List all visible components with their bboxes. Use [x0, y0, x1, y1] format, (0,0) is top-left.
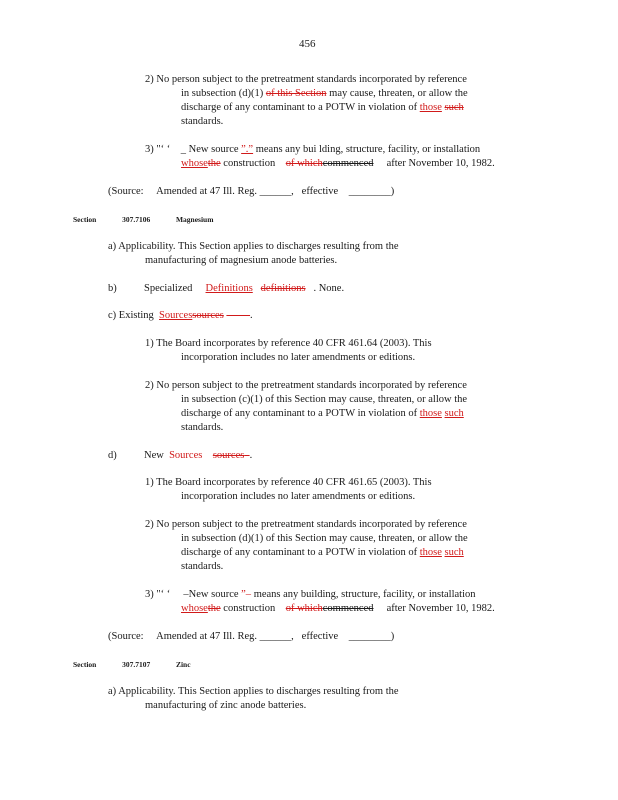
text: . None. [313, 283, 345, 294]
line: manufacturing of zinc anode batteries. [145, 700, 307, 711]
text: Amended at 47 Ill. Reg. [156, 631, 258, 642]
deleted-text: of which [285, 158, 323, 169]
text: Specialized [144, 283, 193, 294]
text: after November 10, 1982. [386, 158, 495, 169]
source-note [108, 185, 394, 198]
line: 1) The Board incorporates by reference 40 CFR 461.65 (2003). This [145, 477, 432, 488]
line [145, 588, 476, 601]
text: _ New source [180, 144, 239, 155]
deleted-text: of which [285, 603, 323, 614]
line: standards. [181, 116, 224, 127]
text: d) [108, 450, 117, 461]
line: a) Applicability. This Section applies to discharges resulting from the [108, 686, 399, 697]
text: . [249, 450, 253, 461]
deleted-text: commenced [322, 603, 374, 614]
line: standards. [181, 561, 224, 572]
blank: ______, [259, 186, 294, 197]
source-note [108, 630, 394, 643]
text: discharge of any contaminant to a POTW in violation of [181, 547, 418, 558]
deleted-text: the [207, 603, 221, 614]
text: b) [108, 283, 117, 294]
line [181, 157, 495, 170]
inserted-text: ”– [241, 589, 252, 600]
deleted-text: the [207, 158, 221, 169]
section-label: Section [73, 215, 97, 224]
text: (Source: [108, 186, 144, 197]
text: may cause, threaten, or allow the [329, 88, 468, 99]
subsection-d [108, 449, 252, 462]
text: . [250, 310, 253, 321]
deleted-text: sources [192, 310, 224, 321]
deleted-text [226, 310, 250, 321]
line: in subsection (c)(1) of this Section may cause, threaten, or allow the [181, 394, 468, 405]
inserted-text: whose [181, 603, 208, 614]
subsection-c [108, 309, 253, 322]
line: incorporation includes no later amendments or editions. [181, 352, 416, 363]
line: 2) No person subject to the pretreatment standards incorporated by reference [145, 74, 467, 85]
inserted-text: those [419, 102, 442, 113]
text: in subsection (d)(1) [181, 88, 264, 99]
inserted-text: Sources [159, 310, 193, 321]
text: c) Existing [108, 310, 154, 321]
text: construction [223, 603, 276, 614]
text: Amended at 47 Ill. Reg. [156, 186, 258, 197]
text: effective [301, 631, 339, 642]
deleted-text: definitions [260, 283, 306, 294]
section-title: Zinc [175, 660, 191, 669]
inserted-text: those [419, 547, 442, 558]
section-label: Section [73, 660, 97, 669]
blank: ______, [259, 631, 294, 642]
blank: ________) [348, 631, 395, 642]
inserted-text: those [419, 408, 442, 419]
deleted-text: such [444, 102, 464, 113]
text: construction [223, 158, 276, 169]
text: means any bui lding, structure, facility, or installation [255, 144, 481, 155]
line [181, 407, 464, 420]
inserted-text: such [444, 547, 464, 558]
line: a) Applicability. This Section applies to discharges resulting from the [108, 241, 399, 252]
text: 3) "‘ ‘ [145, 589, 171, 600]
text: after November 10, 1982. [386, 603, 495, 614]
line: incorporation includes no later amendments or editions. [181, 491, 416, 502]
text: 3) "‘ ‘ [145, 144, 171, 155]
section-heading [73, 658, 191, 671]
section-title: Magnesium [175, 215, 214, 224]
line: standards. [181, 422, 224, 433]
line: in subsection (d)(1) of this Section may cause, threaten, or allow the [181, 533, 468, 544]
inserted-text: whose [181, 158, 208, 169]
section-number: 307.7106 [122, 215, 151, 224]
text: effective [301, 186, 339, 197]
text: (Source: [108, 631, 144, 642]
subsection-b [108, 282, 344, 295]
line [145, 143, 480, 156]
deleted-text: sources [212, 450, 245, 461]
text: –New source [183, 589, 239, 600]
page-number: 456 [299, 38, 316, 50]
inserted-text: such [444, 408, 464, 419]
text: discharge of any contaminant to a POTW in violation of [181, 102, 418, 113]
text: discharge of any contaminant to a POTW in violation of [181, 408, 418, 419]
section-number: 307.7107 [122, 660, 151, 669]
deleted-text: of this Section [265, 88, 327, 99]
blank: ________) [348, 186, 395, 197]
line [181, 602, 495, 615]
inserted-text: Sources [169, 450, 203, 461]
line [181, 101, 464, 114]
text: New [144, 450, 164, 461]
line: manufacturing of magnesium anode batteries. [145, 255, 338, 266]
line: 2) No person subject to the pretreatment standards incorporated by reference [145, 519, 467, 530]
deleted-text: commenced [322, 158, 374, 169]
line: 2) No person subject to the pretreatment standards incorporated by reference [145, 380, 467, 391]
inserted-text: Definitions [205, 283, 253, 294]
section-heading [73, 213, 213, 226]
inserted-text: ”.” [241, 144, 254, 155]
line [181, 87, 468, 100]
line [181, 546, 464, 559]
text: means any building, structure, facility, or installation [253, 589, 476, 600]
line: 1) The Board incorporates by reference 40 CFR 461.64 (2003). This [145, 338, 432, 349]
